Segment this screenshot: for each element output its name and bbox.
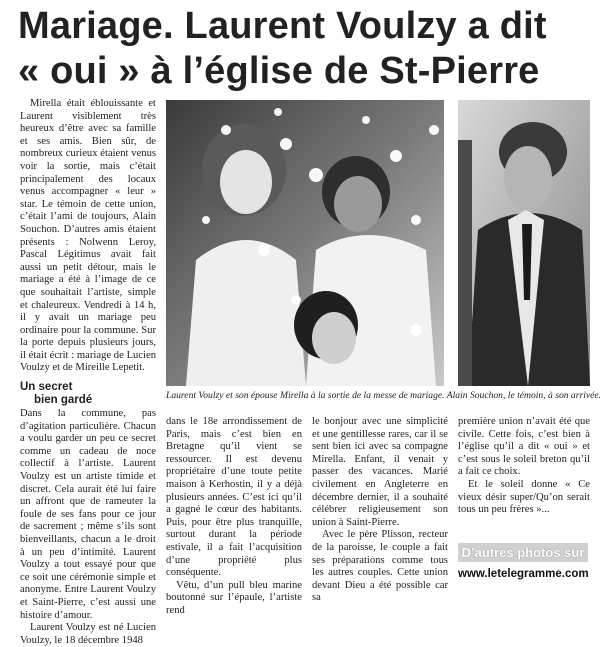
paragraph: Dans la commune, pas d’agitation particulière. Chacun a voulu garder un peu ce secret comme un cadeau de noce collectif à l’artiste. Laurent Voulzy est un artiste timide et discret. Cela aurait été lui faire un affront que de rameuter la foule de ses fans pour ce jour de sacrement ; même s’ils sont bienveillants, chacun a le droit à un peu d’intimité. Laurent Voulzy a tout essayé pour que ce soit une cérémonie simple et anonyme. Entre Laurent Voulzy et Saint-Pierre, c’est aussi une histoire d’amour.: [20, 408, 156, 621]
more-photos-banner: D’autres photos sur: [458, 543, 588, 562]
subheading-line-1: Un secret: [20, 381, 73, 394]
paragraph: Et le soleil donne « Ce vieux désir super/Qu’on serait tous un peu frères »...: [458, 478, 590, 516]
photo-caption: Laurent Voulzy et son épouse Mirella à la sortie de la messe de mariage. Alain Souchon, le témoin, à son arrivée.: [166, 390, 602, 401]
paragraph: Vêtu, d’un pull bleu marine boutonné sur l’épaule, l’artiste rend: [166, 579, 302, 616]
subheading: [20, 381, 156, 407]
wedding-couple-photo: [166, 100, 444, 386]
headline-line-1: Mariage. Laurent Voulzy a dit: [18, 5, 547, 47]
paragraph: le bonjour avec une simplicité et une gentillesse rares, car il se sent bien ici avec sa compagne Mirella. Enfant, il venait y passer des vacances. Marié civilement en Angleterre en décembre dernier, il a souhaité célébrer religieusement son union à Saint-Pierre.: [312, 416, 448, 528]
article-column-2: [166, 416, 302, 618]
alain-souchon-photo: [458, 100, 590, 386]
subheading-line-2: bien gardé: [34, 394, 93, 407]
paragraph: dans le 18e arrondissement de Paris, mais c’est bien en Bretagne qu’il vient se ressourcer. Il est devenu propriétaire d’une toute petite maison à Kerhostin, il y a déjà plusieurs années. C’est ici qu’il a gagné le cœur des habitants. Puis, pour être plus tranquille, surtout durant la période estivale, il a fait l’acquisition d’une propriété plus conséquente.: [166, 416, 302, 579]
paragraph: première union n’avait été que civile. Cette fois, c’est bien à l’église qu’il a dit « oui » et c’est sous le soleil breton qu’il a fait ce choix.: [458, 416, 590, 478]
headline-line-2: « oui » à l’église de St-Pierre: [18, 50, 540, 92]
paragraph: Mirella était éblouissante et Laurent visiblement très heureux d’être avec sa famille et ses amis. Bien sûr, de nombreux curieux étaient venus voir la sortie, mais c’était principalement des locaux venus accompagner « leur » star. Le témoin de cette union, c’était l’ami de toujours, Alain Souchon. D’autres amis étaient présents : Nolwenn Leroy, Pascal Légitimus avait fait aussi un petit détour, mais le mariage a été à l’image de ce que souhaitait l’artiste, simple et chaleureux. Vendredi à 14 h, il y avait un mariage peu ordinaire pour la commune. Sur la porte depuis plusieurs jours, il était écrit : mariage de Lucien Voulzy et de Mireille Lepetit.: [20, 98, 156, 374]
article-column-1: [20, 98, 156, 647]
article-column-4: [458, 416, 590, 517]
website-link[interactable]: www.letelegramme.com: [458, 568, 589, 580]
article-headline: [18, 4, 603, 94]
article-column-3: [312, 416, 448, 605]
paragraph: Avec le père Plisson, recteur de la paroisse, le couple a fait ses préparations comme tous les autres couples. Cette union devant Dieu a été possible car sa: [312, 529, 448, 604]
paragraph: Laurent Voulzy est né Lucien Voulzy, le 18 décembre 1948: [20, 622, 156, 646]
